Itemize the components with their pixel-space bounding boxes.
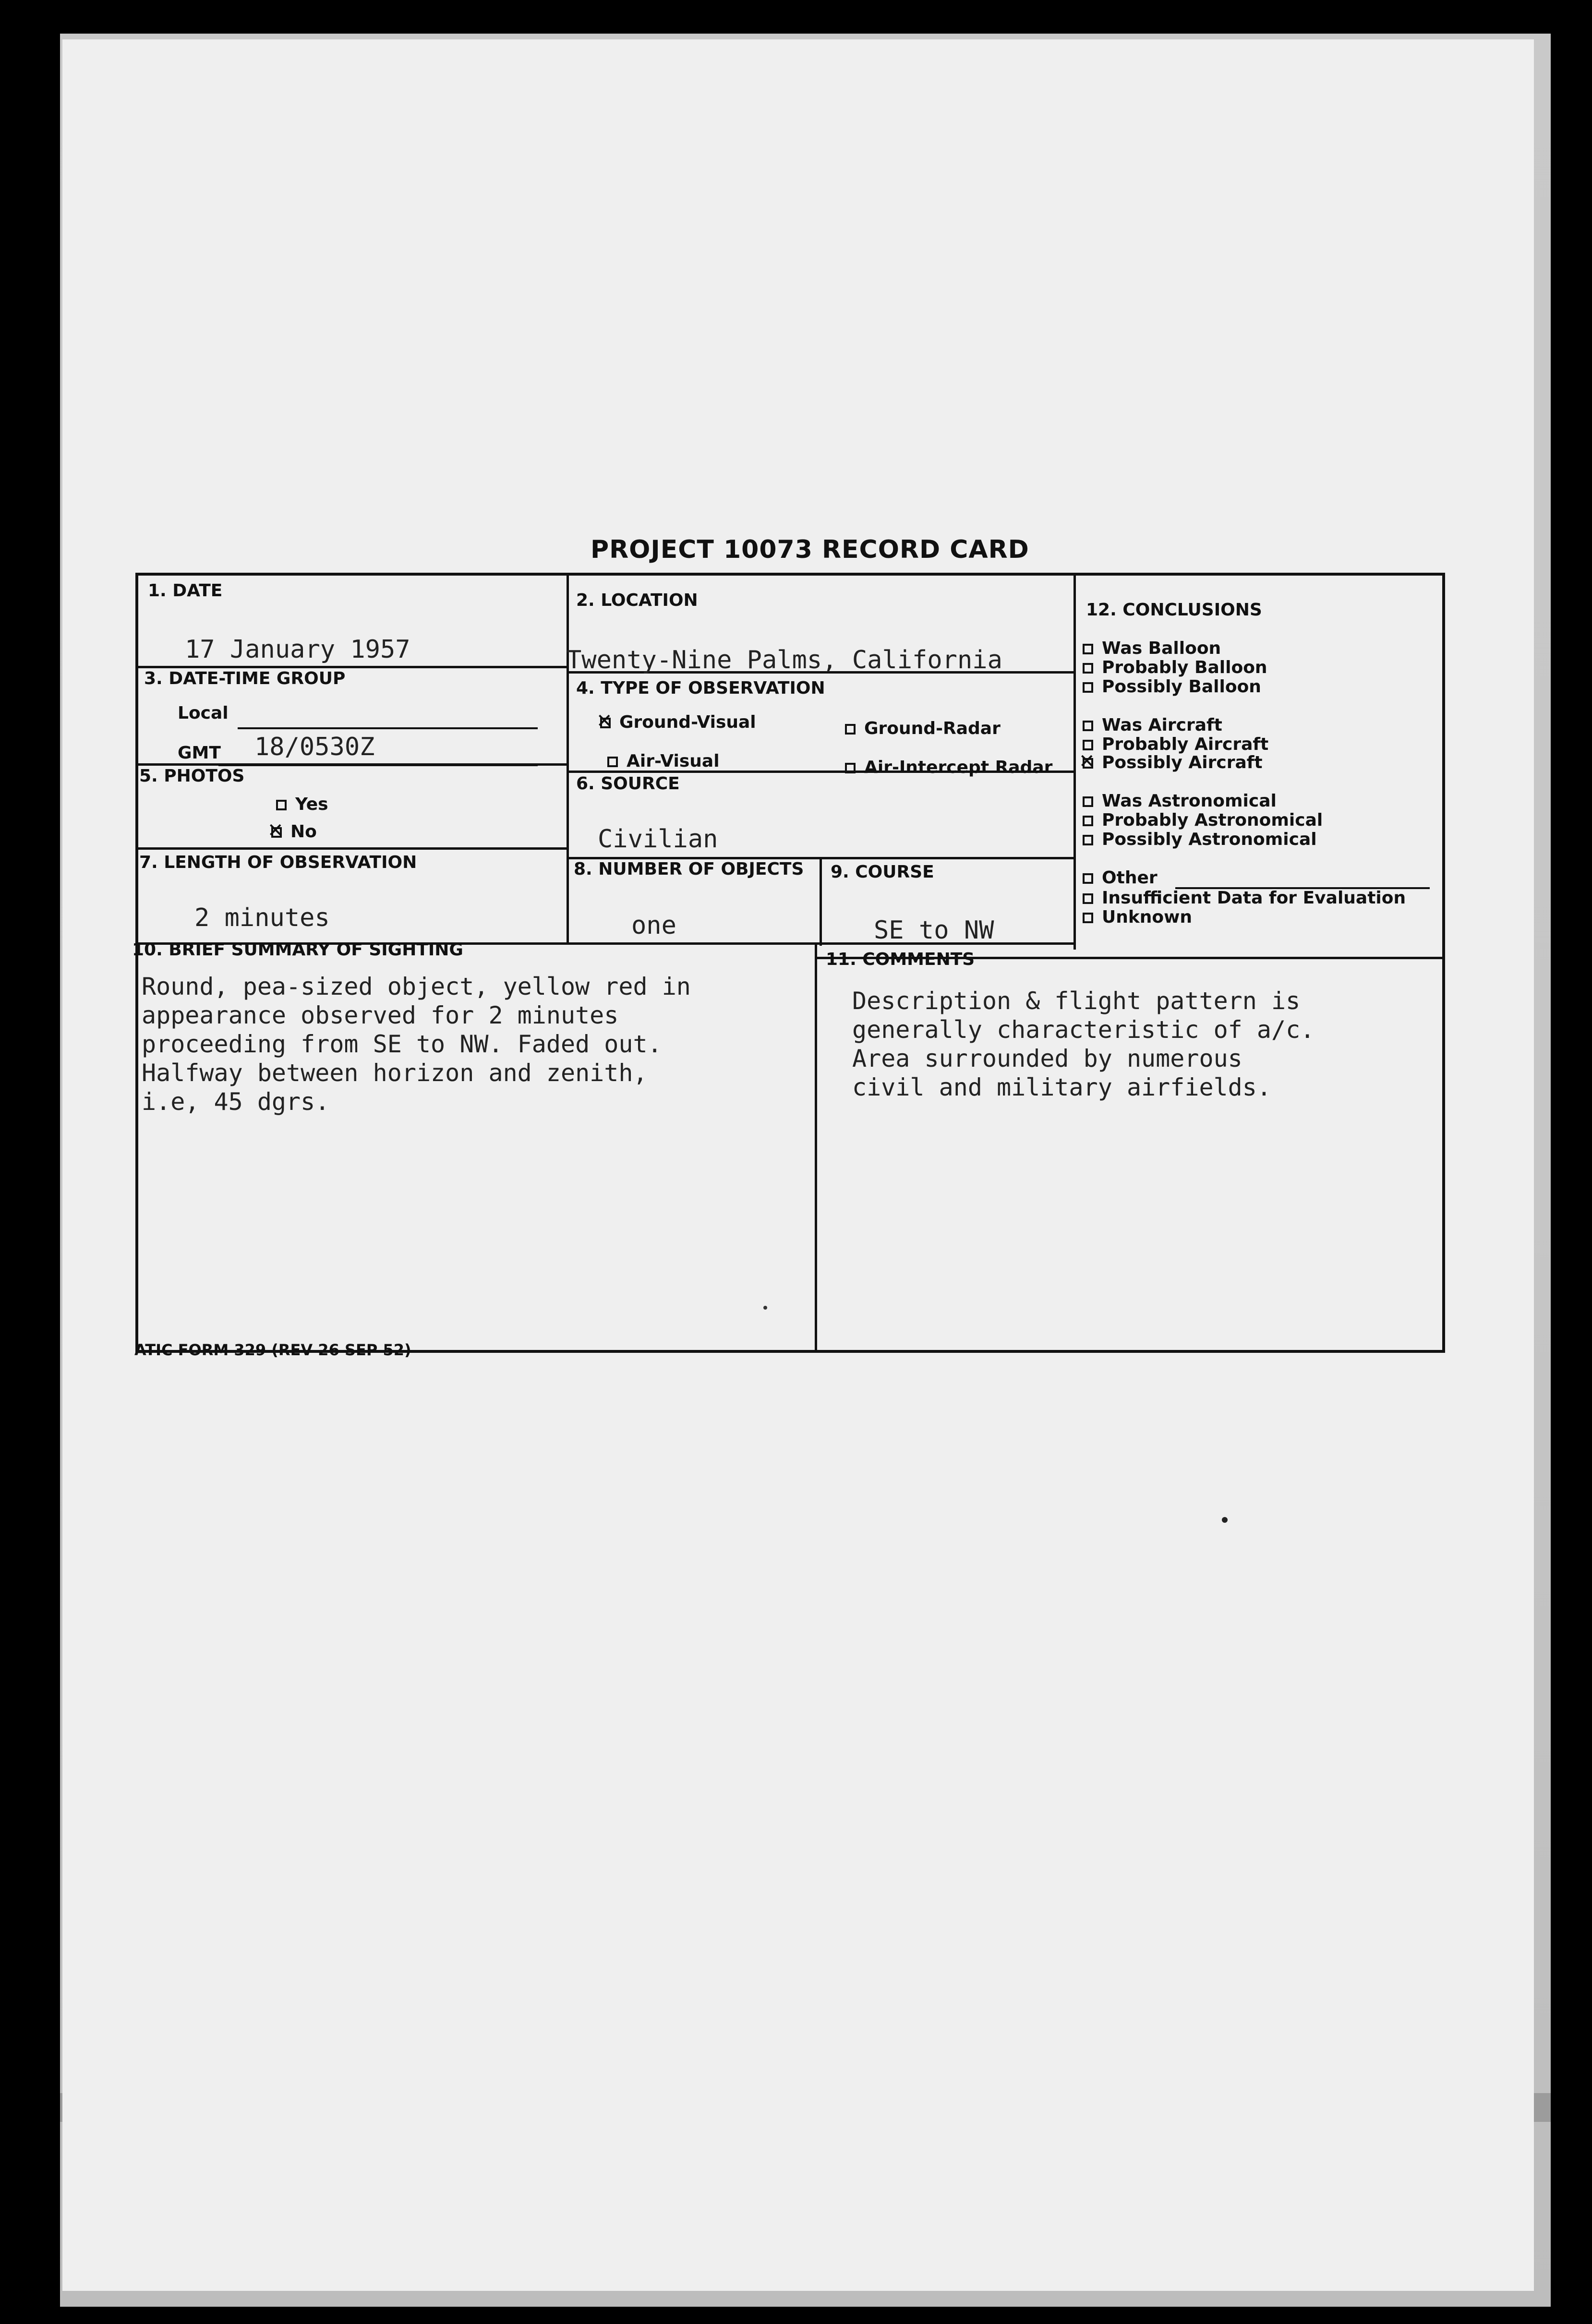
divider: [820, 857, 822, 946]
number-of-objects-label: 8. NUMBER OF OBJECTS: [574, 859, 804, 879]
checkbox-icon: [1083, 913, 1093, 923]
checkbox-icon: [1083, 758, 1093, 769]
checkbox-icon: [1083, 796, 1093, 807]
conclusions-label: 12. CONCLUSIONS: [1086, 600, 1262, 620]
conclusion-was-astronomical[interactable]: Was Astronomical: [1083, 791, 1277, 811]
gmt-value: 18/0530Z: [254, 733, 375, 761]
conclusion-possibly-balloon[interactable]: Possibly Balloon: [1083, 677, 1261, 697]
location-value: Twenty-Nine Palms, California: [567, 646, 1002, 674]
summary-text: [142, 972, 691, 1116]
location-label: 2. LOCATION: [576, 590, 698, 610]
checkbox-icon: [845, 724, 856, 735]
obs-option-air-intercept-radar[interactable]: Air-Intercept Radar: [845, 758, 1052, 777]
source-value: Civilian: [598, 825, 718, 854]
summary-line: proceeding from SE to NW. Faded out.: [142, 1030, 662, 1058]
conclusion-other[interactable]: Other: [1083, 868, 1158, 888]
checkbox-icon: [1083, 893, 1093, 904]
checkbox-icon: [1083, 740, 1093, 750]
divider: [815, 942, 817, 1351]
checkbox-icon: [1083, 816, 1093, 826]
form-footer: ATIC FORM 329 (REV 26 SEP 52): [134, 1341, 411, 1359]
checkbox-icon: [600, 718, 611, 728]
divider: [1073, 573, 1076, 950]
obs-option-ground-visual[interactable]: ✕Ground-Visual: [600, 712, 756, 732]
course-label: 9. COURSE: [831, 862, 934, 882]
checkbox-icon: [276, 800, 287, 810]
checkbox-icon: [845, 763, 856, 773]
date-value: 17 January 1957: [185, 635, 410, 664]
comments-text: [852, 987, 1315, 1102]
gmt-label: GMT: [178, 743, 221, 763]
obs-option-ground-radar[interactable]: Ground-Radar: [845, 719, 1001, 738]
local-label: Local: [178, 703, 229, 723]
checkbox-icon: [607, 757, 618, 767]
checkbox-icon: [1083, 835, 1093, 845]
divider: [135, 847, 567, 850]
number-of-objects-value: one: [631, 911, 676, 940]
conclusion-unknown[interactable]: Unknown: [1083, 907, 1192, 927]
photos-option-yes[interactable]: Yes: [276, 795, 328, 814]
checkbox-icon: [1083, 644, 1093, 654]
conclusion-probably-aircraft[interactable]: Probably Aircraft: [1083, 735, 1268, 754]
checkbox-icon: [1083, 721, 1093, 731]
conclusion-possibly-aircraft[interactable]: ✕Possibly Aircraft: [1083, 753, 1263, 772]
photos-option-no[interactable]: ✕No: [271, 822, 317, 842]
summary-line: appearance observed for 2 minutes: [142, 1001, 619, 1029]
conclusion-possibly-astronomical[interactable]: Possibly Astronomical: [1083, 830, 1317, 849]
length-of-observation-label: 7. LENGTH OF OBSERVATION: [139, 853, 417, 872]
course-value: SE to NW: [874, 916, 994, 945]
conclusion-was-balloon[interactable]: Was Balloon: [1083, 638, 1221, 658]
conclusion-insufficient-data[interactable]: Insufficient Data for Evaluation: [1083, 888, 1406, 908]
summary-line: Halfway between horizon and zenith,: [142, 1059, 648, 1087]
summary-label: 10. BRIEF SUMMARY OF SIGHTING: [132, 940, 463, 960]
comments-line: Description & flight pattern is: [852, 987, 1301, 1015]
checkbox-icon: [1083, 663, 1093, 674]
comments-line: generally characteristic of a/c.: [852, 1016, 1315, 1044]
conclusion-was-aircraft[interactable]: Was Aircraft: [1083, 715, 1222, 735]
comments-line: civil and military airfields.: [852, 1073, 1271, 1101]
checkbox-icon: [271, 827, 282, 838]
divider: [567, 573, 569, 942]
checkbox-icon: [1083, 873, 1093, 884]
obs-option-air-visual[interactable]: Air-Visual: [607, 751, 720, 771]
divider: [135, 666, 567, 668]
scan-speck: [763, 1306, 767, 1310]
conclusion-probably-astronomical[interactable]: Probably Astronomical: [1083, 810, 1323, 830]
conclusion-probably-balloon[interactable]: Probably Balloon: [1083, 658, 1267, 677]
comments-line: Area surrounded by numerous: [852, 1045, 1242, 1072]
scan-speck: [1222, 1517, 1228, 1523]
comments-label: 11. COMMENTS: [826, 950, 975, 969]
date-time-group-label: 3. DATE-TIME GROUP: [144, 669, 346, 688]
length-of-observation-value: 2 minutes: [194, 903, 330, 932]
date-label: 1. DATE: [148, 581, 223, 601]
gmt-underline: [218, 764, 538, 766]
summary-line: Round, pea-sized object, yellow red in: [142, 973, 691, 1000]
source-label: 6. SOURCE: [576, 774, 680, 794]
summary-line: i.e, 45 dgrs.: [142, 1088, 330, 1116]
checkbox-icon: [1083, 682, 1093, 693]
card-title: PROJECT 10073 RECORD CARD: [591, 535, 1029, 564]
photos-label: 5. PHOTOS: [139, 766, 245, 786]
local-underline: [238, 727, 538, 729]
type-of-observation-label: 4. TYPE OF OBSERVATION: [576, 678, 825, 698]
